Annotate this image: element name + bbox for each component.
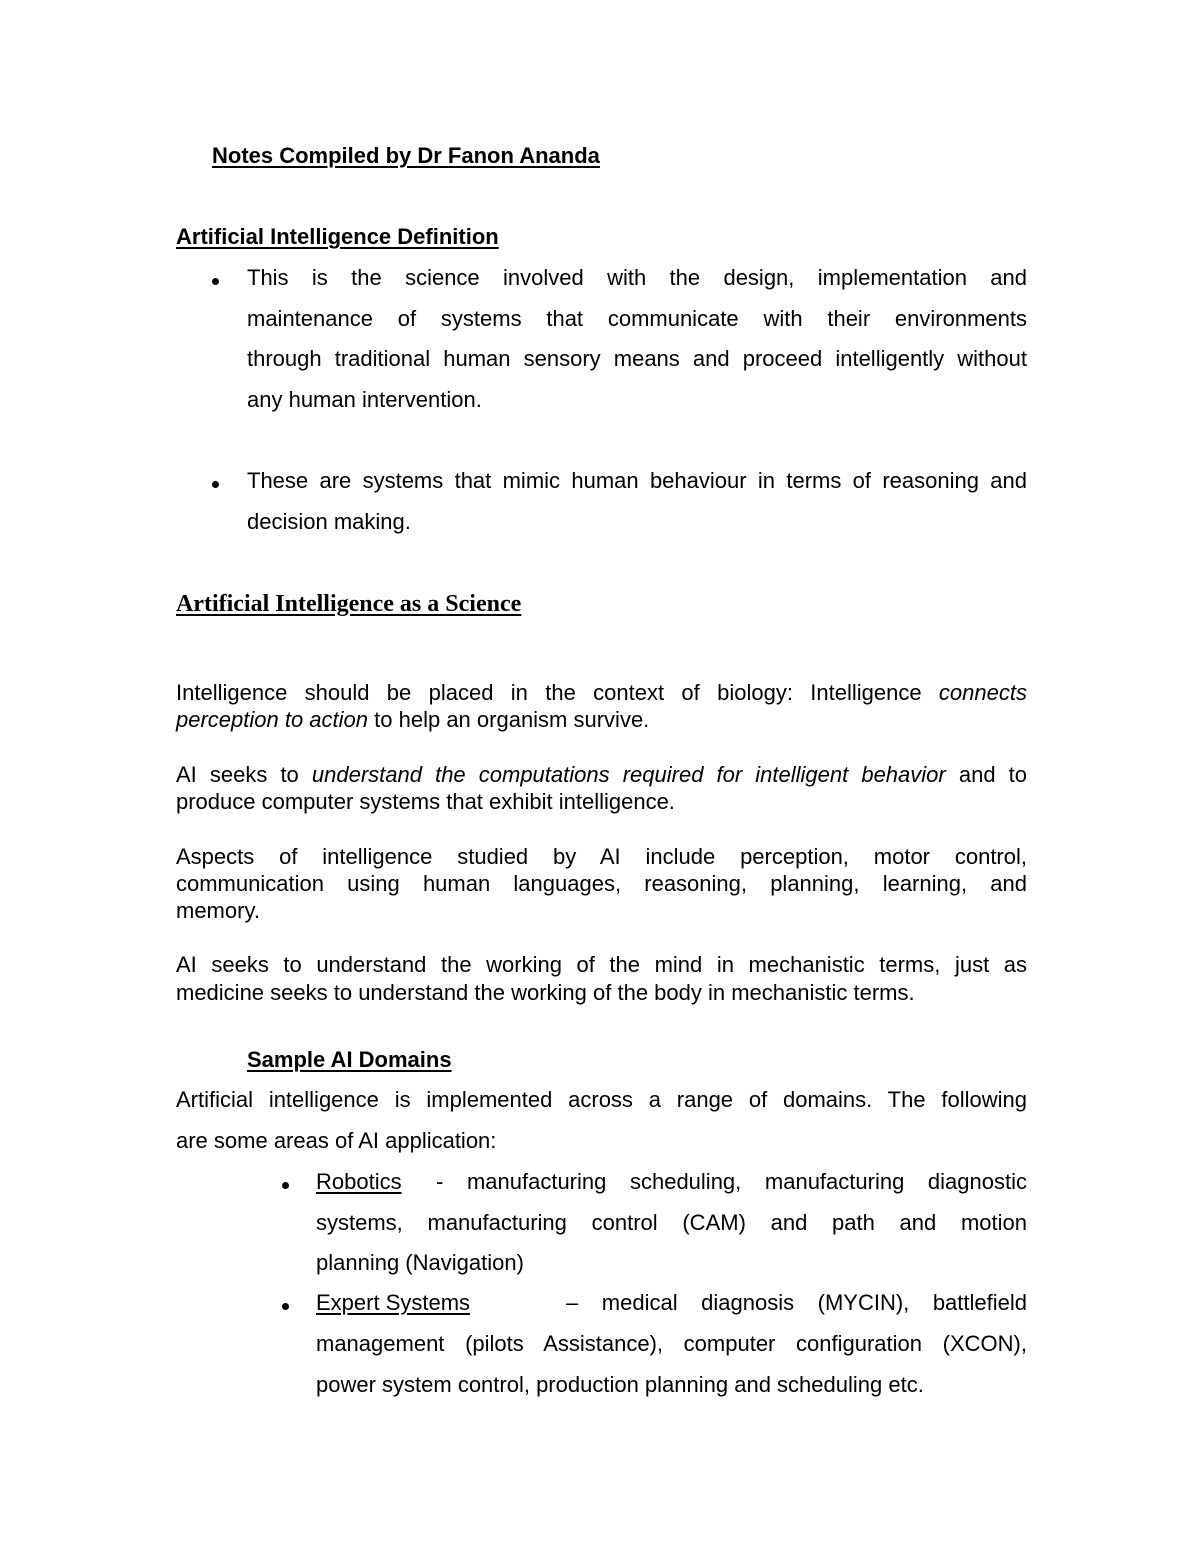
bullet-icon	[282, 1182, 289, 1189]
science-p1-emphasis: connects	[938, 680, 1027, 705]
domains-intro-line-2: are some areas of AI application:	[176, 1128, 497, 1153]
science-p4-line-2: medicine seeks to understand the working of the body in mechanistic terms.	[176, 980, 915, 1005]
science-p1-line-2	[176, 707, 649, 733]
domains-heading: Sample AI Domains	[247, 1047, 452, 1072]
science-p2-line-2: produce computer systems that exhibit intelligence.	[176, 789, 675, 814]
definition-bullet-1-line-1: This is the science involved with the design, implementation and	[247, 265, 1027, 290]
definition-bullet-1-line-2: maintenance of systems that communicate with their environments	[247, 306, 1027, 331]
definition-bullet-1-line-3: through traditional human sensory means and proceed intelligently without	[247, 346, 1027, 371]
bullet-icon	[212, 278, 219, 285]
definition-bullet-2-line-2: decision making.	[247, 509, 411, 534]
robotics-label: Robotics	[316, 1169, 402, 1194]
robotics-line-2: systems, manufacturing control (CAM) and path and motion	[316, 1210, 1027, 1235]
science-p2-text-end: and to	[958, 762, 1027, 787]
science-p4-line-1: AI seeks to understand the working of the mind in mechanistic terms, just as	[176, 952, 1027, 977]
science-heading: Artificial Intelligence as a Science	[176, 591, 522, 617]
science-p2-emphasis: understand the computations required for intelligent behavior	[311, 762, 946, 787]
science-p2-line-1	[176, 762, 1027, 788]
expert-systems-line-3: power system control, production planning and scheduling etc.	[316, 1372, 924, 1397]
science-p3-line-2: communication using human languages, reasoning, planning, learning, and	[176, 871, 1027, 896]
robotics-line-3: planning (Navigation)	[316, 1250, 524, 1275]
page-title: Notes Compiled by Dr Fanon Ananda	[212, 143, 600, 168]
science-p1-line-1	[176, 680, 1027, 706]
science-p1-text-2: to help an organism survive.	[374, 707, 650, 732]
expert-systems-line-1: – medical diagnosis (MYCIN), battlefield	[566, 1290, 1027, 1315]
expert-systems-label: Expert Systems	[316, 1290, 471, 1315]
science-p3-line-1: Aspects of intelligence studied by AI include perception, motor control,	[176, 844, 1027, 869]
expert-systems-line-2: management (pilots Assistance), computer configuration (XCON),	[316, 1331, 1027, 1356]
robotics-line-1: - manufacturing scheduling, manufacturing diagnostic	[436, 1169, 1027, 1194]
domains-intro-line-1: Artificial intelligence is implemented across a range of domains. The following	[176, 1087, 1027, 1112]
bullet-icon	[282, 1303, 289, 1310]
definition-bullet-1-line-4: any human intervention.	[247, 387, 482, 412]
bullet-icon	[212, 481, 219, 488]
science-p3-line-3: memory.	[176, 898, 260, 923]
science-p2-text: AI seeks to	[176, 762, 299, 787]
definition-bullet-2-line-1: These are systems that mimic human behaviour in terms of reasoning and	[247, 468, 1027, 493]
science-p1-text: Intelligence should be placed in the context of biology: Intelligence	[176, 680, 922, 705]
definition-heading: Artificial Intelligence Definition	[176, 224, 499, 249]
science-p1-emphasis-2: perception to action	[176, 707, 369, 732]
